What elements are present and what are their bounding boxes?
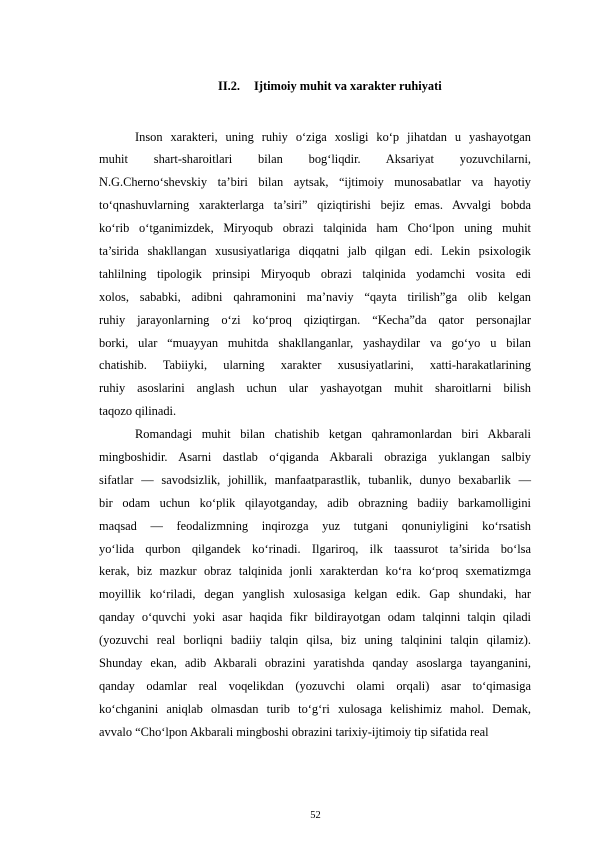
text-line: chatishib. Tabiiyki, ularning xarakter xususiyatlarini, xatti-harakatlarining (99, 358, 531, 373)
text-line: borki, ular “muayyan muhitda shakllanganlar, yashaydilar va go‘yo u bilan (99, 335, 531, 350)
paragraph (99, 423, 531, 743)
text-line: bir odam uchun ko‘plik qilayotganday, adib obrazning badiiy barkamolligini (99, 495, 531, 510)
text-line: mingboshidir. Asarni dastlab o‘qiganda Akbarali obraziga yuklangan salbiy (99, 449, 531, 464)
text-line: ko‘rib o‘tganimizdek, Miryoqub obrazi talqinida ham Cho‘lpon uning muhit (99, 221, 531, 236)
text-line: xolos, sababki, adibni qahramonini ma’naviy “qayta tirilish”ga olib kelgan (99, 289, 531, 304)
text-line: sifatlar — savodsizlik, johillik, manfaatparastlik, tubanlik, dunyo bexabarlik — (99, 472, 531, 487)
section-heading (218, 78, 442, 94)
text-line: ta’sirida shakllangan xususiyatlariga diqqatni jalb qilgan edi. Lekin psixologik (99, 243, 531, 258)
text-line: tahlilning tipologik prinsipi Miryoqub obrazi talqinida yodamchi vosita edi (99, 266, 531, 281)
text-line: N.G.Cherno‘shevskiy ta’biri bilan aytsak, “ijtimoiy munosabatlar va hayotiy (99, 175, 531, 190)
section-number: II.2. (218, 79, 241, 93)
text-line: to‘qnashuvlarning xarakterlarga ta’siri” qiziqtirishi bejiz emas. Avvalgi bobda (99, 198, 531, 213)
text-line: (yozuvchi real borliqni badiiy talqin qilsa, biz uning talqinini talqin qilamiz). (99, 633, 531, 648)
paragraph (99, 126, 531, 424)
text-line: ko‘chganini aniqlab olmasdan turib to‘g‘ri xulosaga kelishimiz mahol. Demak, (99, 701, 531, 716)
page-number: 52 (310, 810, 321, 821)
text-line: Shunday ekan, adib Akbarali obrazini yaratishda qanday asoslarga tayanganini, (99, 655, 531, 670)
text-line: taqozo qilinadi. (99, 404, 177, 419)
text-line: ruhiy asoslarini anglash uchun ular yashayotgan muhit sharoitlarni bilish (99, 381, 531, 396)
text-line: kerak, biz mazkur obraz talqinida jonli xarakterdan ko‘ra ko‘proq sxematizmga (99, 564, 531, 579)
text-line: maqsad — feodalizmning inqirozga yuz tutgani qonuniyligini ko‘rsatish (99, 518, 531, 533)
text-line: ruhiy jarayonlarning o‘zi ko‘proq qiziqtirgan. “Kecha”da qator personajlar (99, 312, 531, 327)
text-line: qanday o‘quvchi yoki asar haqida fikr bildirayotgan odam talqinni talqin qiladi (99, 610, 531, 625)
text-line: Inson xarakteri, uning ruhiy o‘ziga xosligi ko‘p jihatdan u yashayotgan (135, 129, 531, 144)
text-line: Romandagi muhit bilan chatishib ketgan qahramonlardan biri Akbarali (135, 427, 531, 442)
body-text (99, 126, 531, 744)
text-line: yo‘lida qurbon qilgandek ko‘rinadi. Ilgariroq, ilk taassurot ta’sirida bo‘lsa (99, 541, 531, 556)
text-line: avvalo “Cho‘lpon Akbarali mingboshi obrazini tarixiy-ijtimoiy tip sifatida real (99, 724, 489, 739)
text-line: moyillik ko‘riladi, degan yanglish xulosasiga kelgan edik. Gap shundaki, har (99, 587, 531, 602)
section-title: Ijtimoiy muhit va xarakter ruhiyati (254, 79, 442, 93)
text-line: muhit shart-sharoitlari bilan bog‘liqdir. Aksariyat yozuvchilarni, (99, 152, 531, 167)
text-line: qanday odamlar real voqelikdan (yozuvchi olami orqali) asar to‘qimasiga (99, 678, 531, 693)
